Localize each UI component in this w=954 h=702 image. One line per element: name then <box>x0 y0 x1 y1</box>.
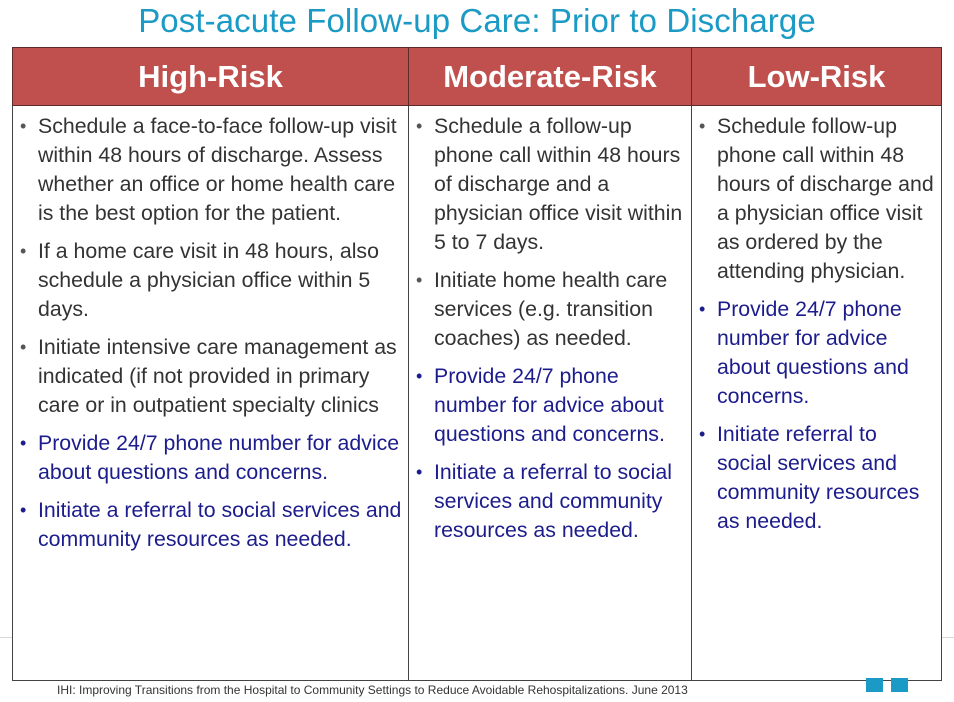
content-row <box>13 106 942 681</box>
item-text: Initiate referral to social services and community resources as needed. <box>717 422 920 533</box>
header-row <box>13 48 942 106</box>
moderate-risk-list <box>413 112 687 545</box>
bullet-icon: • <box>20 337 27 357</box>
low-risk-cell <box>692 106 942 681</box>
logo-square-icon <box>866 678 883 692</box>
bullet-icon: • <box>416 366 423 386</box>
left-divider <box>0 637 12 638</box>
header-high-risk: High-Risk <box>13 48 409 106</box>
bullet-icon: • <box>416 462 423 482</box>
item-text: Initiate a referral to social services and community resources as needed. <box>434 460 672 542</box>
header-moderate-risk: Moderate-Risk <box>409 48 692 106</box>
list-item <box>17 496 404 554</box>
list-item <box>17 333 404 420</box>
high-risk-cell <box>13 106 409 681</box>
item-text: Schedule follow-up phone call within 48 hours of discharge and a physician office visit as ordered by the attending physician. <box>717 114 934 283</box>
item-text: Provide 24/7 phone number for advice about questions and concerns. <box>38 431 400 484</box>
bullet-icon: • <box>416 270 423 290</box>
list-item <box>413 458 687 545</box>
bullet-icon: • <box>416 116 423 136</box>
item-text: Initiate home health care services (e.g. transition coaches) as needed. <box>434 268 668 350</box>
high-risk-list <box>17 112 404 554</box>
list-item <box>17 429 404 487</box>
item-text: Initiate intensive care management as indicated (if not provided in primary care or in outpatient specialty clinics <box>38 335 397 417</box>
item-text: If a home care visit in 48 hours, also schedule a physician office within 5 days. <box>38 239 379 321</box>
list-item <box>696 420 937 536</box>
list-item <box>413 266 687 353</box>
bullet-icon: • <box>699 116 706 136</box>
bullet-icon: • <box>699 424 706 444</box>
item-text: Provide 24/7 phone number for advice about questions and concerns. <box>434 364 665 446</box>
bullet-icon: • <box>20 241 27 261</box>
list-item <box>17 237 404 324</box>
list-item <box>17 112 404 228</box>
item-text: Provide 24/7 phone number for advice about questions and concerns. <box>717 297 909 408</box>
low-risk-list <box>696 112 937 536</box>
list-item <box>413 362 687 449</box>
list-item <box>696 295 937 411</box>
item-text: Schedule a face-to-face follow-up visit within 48 hours of discharge. Assess whether an office or home health care is the best option for the patient. <box>38 114 397 225</box>
list-item <box>413 112 687 257</box>
moderate-risk-cell <box>409 106 692 681</box>
citation-footer: IHI: Improving Transitions from the Hospital to Community Settings to Reduce Avoidable Rehospitalizations. June 2013 <box>57 683 688 697</box>
item-text: Schedule a follow-up phone call within 48 hours of discharge and a physician office visit within 5 to 7 days. <box>434 114 683 254</box>
logo-square-icon <box>891 678 908 692</box>
bullet-icon: • <box>20 433 27 453</box>
header-low-risk: Low-Risk <box>692 48 942 106</box>
risk-table <box>12 47 942 681</box>
page-title: Post-acute Follow-up Care: Prior to Discharge <box>138 2 816 39</box>
item-text: Initiate a referral to social services and community resources as needed. <box>38 498 402 551</box>
bullet-icon: • <box>20 116 27 136</box>
list-item <box>696 112 937 286</box>
bullet-icon: • <box>20 500 27 520</box>
bullet-icon: • <box>699 299 706 319</box>
right-divider <box>942 637 954 638</box>
